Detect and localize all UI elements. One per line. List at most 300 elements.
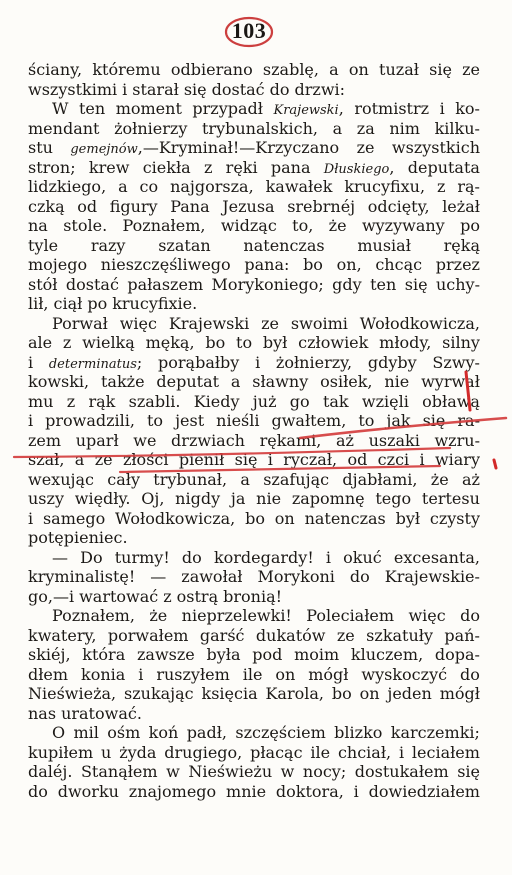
word: pana: — [244, 255, 290, 274]
word: ale — [28, 333, 53, 352]
word: deputat — [156, 372, 220, 391]
word: cały — [107, 469, 140, 489]
text-line — [28, 372, 480, 392]
word: i — [325, 547, 332, 567]
word: jeden — [387, 684, 432, 703]
word: ten — [370, 274, 397, 294]
word: że — [430, 469, 449, 489]
word: porąbałby — [158, 352, 240, 372]
word: a — [329, 60, 339, 79]
word: trybunał, — [153, 469, 228, 489]
word: Poznałem, — [122, 216, 206, 235]
word: djabłami, — [342, 469, 418, 489]
word: stu — [28, 138, 53, 157]
word: Pana — [170, 196, 210, 216]
word: tego — [375, 489, 412, 508]
word: szafując — [263, 469, 330, 489]
word: on — [359, 684, 380, 703]
word: deputata — [407, 157, 480, 177]
word: Nieświeża, — [28, 684, 117, 703]
word: na — [28, 216, 48, 235]
word: uratować. — [61, 703, 142, 723]
word: sławny — [252, 372, 309, 391]
text-line — [28, 450, 480, 470]
word: rękami, — [259, 430, 322, 450]
word: kawałek — [265, 177, 333, 196]
word: trybunalskich, — [201, 118, 318, 138]
word: wyzywany — [361, 216, 445, 235]
word: on — [274, 508, 295, 528]
word: starał — [132, 79, 179, 99]
word: natenczas — [304, 508, 386, 528]
word: już — [252, 391, 277, 411]
word: szabli. — [128, 391, 181, 411]
word: wiary — [434, 450, 480, 469]
word: ciął — [53, 294, 83, 313]
word: co — [139, 177, 159, 196]
text-line — [28, 314, 480, 334]
word: ręką — [443, 235, 480, 255]
word: mojego — [28, 255, 88, 274]
word: Morykoniego; — [211, 274, 324, 294]
word: Szwy- — [432, 352, 480, 372]
word: potępieniec. — [28, 528, 128, 547]
word: a — [230, 372, 241, 391]
word: za — [356, 118, 375, 138]
word: Nieświeżu — [188, 762, 273, 781]
word: odbierano — [170, 60, 253, 79]
word: W — [52, 99, 69, 118]
word: kilku- — [434, 118, 480, 138]
word: moim — [294, 645, 340, 664]
word: Oj, — [141, 489, 165, 508]
page-number: 103 — [231, 18, 267, 43]
word: razy — [90, 235, 126, 255]
word: kluczem, — [350, 645, 424, 664]
word: bo — [303, 255, 323, 274]
word: kordegardy! — [213, 547, 314, 567]
word: przypadł — [192, 99, 263, 118]
word: okuć — [343, 547, 382, 567]
word: ze — [336, 625, 355, 645]
word: ręki — [225, 157, 258, 177]
word: złości — [122, 450, 169, 469]
word: człowiek — [298, 333, 369, 352]
word: dostać — [211, 79, 265, 99]
word: stole. — [63, 216, 108, 235]
word: która — [82, 645, 126, 664]
word: O — [52, 723, 66, 742]
word: kupiłem — [28, 742, 94, 762]
word: lił, — [28, 294, 49, 313]
word: ryczał, — [283, 450, 338, 469]
word: także — [100, 372, 145, 391]
word: od — [347, 450, 368, 469]
word: ko- — [455, 99, 480, 118]
word: Jezusa — [222, 196, 275, 216]
word: i — [28, 411, 34, 430]
word: to — [236, 333, 253, 352]
text-line — [28, 587, 480, 607]
word: konia — [81, 664, 126, 684]
word: nie — [256, 489, 282, 508]
word: Do — [80, 547, 103, 567]
word: tertesu — [421, 489, 480, 508]
word: uszaki — [368, 430, 420, 450]
text-line — [28, 704, 480, 724]
word: koń — [148, 723, 179, 742]
word: a — [74, 450, 85, 469]
word: męką, — [145, 333, 195, 352]
word: wzięli — [361, 391, 409, 411]
word: leciałem — [411, 742, 480, 762]
word: ściany, — [28, 60, 83, 79]
word: a — [118, 177, 128, 196]
word: ile — [310, 742, 331, 762]
word: młody, — [379, 333, 432, 352]
word: prowadzili, — [45, 411, 135, 430]
word: tuzał — [379, 60, 419, 79]
word: że — [149, 606, 168, 625]
word: się — [422, 411, 446, 430]
word: obławą — [422, 391, 480, 411]
text-line — [28, 684, 480, 704]
word: chciał, — [337, 742, 392, 762]
word: — — [52, 547, 68, 567]
word: excesanta, — [393, 547, 480, 567]
text-line — [28, 489, 480, 509]
word: była — [206, 645, 241, 664]
word: mógł — [439, 684, 480, 703]
word: jak — [386, 411, 411, 430]
word: Dłuskiego, — [323, 157, 395, 177]
word: nieprzelewki! — [181, 606, 292, 625]
word: zawsze — [136, 645, 195, 664]
word: skiéj, — [28, 645, 71, 664]
word: ile — [242, 664, 263, 684]
page-body-text — [28, 60, 480, 801]
word: szablę, — [262, 60, 319, 79]
word: dostać — [65, 274, 119, 294]
word: wartować — [79, 586, 159, 606]
word: porwałem — [107, 625, 189, 645]
word: żołnierzy, — [275, 352, 353, 372]
word: moment — [115, 99, 182, 118]
text-line — [28, 333, 480, 353]
text-line — [28, 80, 480, 100]
word: Morykoni — [257, 567, 335, 586]
word: któremu — [92, 60, 161, 79]
word: płacąc — [250, 742, 303, 762]
word: ten — [78, 99, 106, 118]
word: garść — [199, 625, 245, 645]
text-line — [28, 99, 480, 119]
word: figury — [109, 196, 158, 216]
word: padł, — [186, 723, 227, 742]
word: drugiego, — [164, 742, 243, 762]
word: a — [240, 469, 250, 489]
word: to — [358, 411, 375, 430]
word: rą- — [457, 177, 480, 196]
word: dworku — [57, 781, 119, 801]
word: dopa- — [434, 645, 480, 664]
word: dostukałem — [354, 762, 449, 781]
word: bronią! — [223, 586, 283, 606]
word: szukając — [124, 684, 194, 703]
text-line — [28, 138, 480, 158]
text-line — [28, 645, 480, 665]
word: determinatus; — [48, 352, 143, 372]
word: bo — [331, 684, 352, 703]
word: i — [439, 99, 445, 118]
text-line — [28, 567, 480, 587]
word: go — [289, 391, 310, 411]
text-line — [28, 606, 480, 626]
word: silny — [442, 333, 480, 352]
word: bo — [205, 333, 226, 352]
text-line — [28, 294, 480, 314]
word: z — [62, 333, 72, 352]
word: czką — [28, 196, 65, 216]
word: w — [280, 762, 295, 781]
text-line — [28, 236, 480, 256]
word: widząc — [220, 216, 277, 235]
word: do — [349, 567, 370, 586]
word: z — [66, 391, 76, 411]
word: od — [77, 196, 98, 216]
word: jest — [175, 411, 205, 430]
word: nocy; — [302, 762, 347, 781]
word: pań- — [444, 625, 480, 645]
word: Wołodkowicza, — [359, 313, 480, 333]
word: natenczas — [243, 235, 325, 255]
word: rotmistrz — [354, 99, 430, 118]
word: lidzkiego, — [28, 177, 107, 196]
word: był — [395, 508, 421, 528]
word: więdły. — [74, 489, 131, 508]
word: on — [348, 60, 369, 79]
word: ze — [94, 450, 113, 469]
word: rąk — [88, 391, 116, 411]
word: stół — [28, 274, 58, 294]
word: do — [460, 664, 480, 684]
word: zawołał — [181, 567, 243, 586]
word: kowski, — [28, 372, 90, 391]
text-line — [28, 60, 480, 80]
word: pana — [270, 157, 311, 177]
word: ze — [462, 60, 480, 79]
word: ra- — [457, 411, 480, 430]
word: mógł — [308, 664, 349, 684]
word: aż — [335, 430, 354, 450]
word: żyda — [119, 742, 157, 762]
word: mil — [73, 723, 99, 742]
word: żołnierzy — [114, 118, 188, 138]
word: że — [328, 216, 347, 235]
word: ruszyłem — [156, 664, 230, 684]
dot-mark — [494, 460, 496, 468]
text-line — [28, 528, 480, 548]
word: uszy — [28, 489, 64, 508]
word: ze — [356, 138, 375, 157]
text-line — [28, 548, 480, 568]
word: kryminalistę! — [28, 567, 136, 586]
word: odcięty, — [367, 196, 430, 216]
word: uparł — [75, 430, 119, 450]
word: księcia — [201, 684, 258, 703]
word: Poleciałem — [306, 606, 395, 625]
word: nie — [384, 372, 410, 391]
word: się — [183, 79, 207, 99]
word: szczęściem — [235, 723, 326, 742]
word: się — [234, 450, 258, 469]
text-line — [28, 509, 480, 529]
word: z — [163, 586, 172, 606]
word: Stanąłem — [80, 762, 158, 781]
word: ośm — [107, 723, 141, 742]
page-number-area — [222, 14, 276, 48]
word: dłem — [28, 664, 69, 684]
word: daléj. — [28, 762, 73, 781]
word: gdy — [332, 274, 362, 294]
word: turmy! — [114, 547, 170, 567]
word: szatan — [158, 235, 211, 255]
word: wyskoczyć — [361, 664, 448, 684]
word: wyrwał — [421, 372, 480, 391]
word: nieśli — [216, 411, 260, 430]
word: ciekła — [142, 157, 191, 177]
word: aż — [461, 469, 480, 489]
word: dukatów — [255, 625, 326, 645]
word: stron; — [28, 157, 76, 177]
word: nas — [28, 703, 57, 723]
word: czysty — [429, 508, 480, 528]
word: ja — [230, 489, 246, 508]
word: to — [147, 411, 164, 430]
word: Krajewski, — [273, 99, 344, 118]
word: tyle — [28, 235, 59, 255]
word: nigdy — [175, 489, 221, 508]
word: mu — [28, 391, 54, 411]
word: krucyfixu, — [344, 177, 426, 196]
text-line — [28, 665, 480, 685]
word: i — [138, 664, 144, 684]
word: drzwi: — [294, 79, 346, 99]
word: i — [28, 352, 34, 372]
word: Krajewskie- — [384, 567, 480, 586]
word: doktora, — [275, 781, 344, 801]
word: Porwał — [52, 313, 108, 333]
word: gemejnów,—Kryminał!—Krzyczano — [70, 138, 340, 157]
word: i — [419, 450, 425, 469]
word: go,—i — [28, 586, 75, 606]
word: zapomnę — [291, 489, 365, 508]
text-line — [28, 353, 480, 373]
word: pod — [252, 645, 283, 664]
word: nieszczęśliwego — [100, 255, 231, 274]
text-line — [28, 762, 480, 782]
word: krucyfixie. — [112, 294, 198, 313]
text-line — [28, 626, 480, 646]
word: kwatery, — [28, 625, 97, 645]
word: był — [262, 333, 288, 352]
word: wszystkich — [391, 138, 480, 157]
word: Wołodkowicza, — [115, 508, 236, 528]
word: karczemki; — [390, 723, 480, 742]
text-line — [28, 216, 480, 236]
word: się — [404, 274, 428, 294]
word: do — [460, 606, 480, 625]
word: więc — [408, 606, 446, 625]
word: dowiedziałem — [368, 781, 480, 801]
word: drzwiach — [171, 430, 245, 450]
text-line — [28, 392, 480, 412]
text-line — [28, 723, 480, 743]
word: wielką — [82, 333, 135, 352]
word: nim — [389, 118, 420, 138]
word: swoimi — [290, 313, 348, 333]
word: szał, — [28, 450, 65, 469]
word: gdyby — [367, 352, 417, 372]
text-line — [28, 470, 480, 490]
word: wszystkimi — [28, 79, 118, 99]
text-line — [28, 431, 480, 451]
word: gwałtem, — [271, 411, 347, 430]
word: więc — [119, 313, 157, 333]
word: musiał — [357, 235, 411, 255]
text-line — [28, 743, 480, 763]
text-line — [28, 197, 480, 217]
word: chcąc — [375, 255, 423, 274]
word: wzru- — [434, 430, 480, 450]
text-line — [28, 119, 480, 139]
word: i — [353, 781, 359, 801]
word: Karola, — [265, 684, 324, 703]
text-line — [28, 275, 480, 295]
word: tak — [322, 391, 349, 411]
word: w — [166, 762, 180, 781]
text-line — [28, 177, 480, 197]
word: ostrą — [176, 586, 219, 606]
word: i — [122, 79, 128, 99]
word: bo — [245, 508, 265, 528]
word: osiłek, — [320, 372, 373, 391]
word: do — [269, 79, 290, 99]
text-line — [28, 255, 480, 275]
word: u — [101, 742, 112, 762]
word: blizko — [334, 723, 383, 742]
word: krew — [88, 157, 130, 177]
word: zem — [28, 430, 62, 450]
word: znajomego — [128, 781, 217, 801]
word: leżał — [442, 196, 480, 216]
word: i — [255, 352, 261, 372]
word: i — [267, 450, 273, 469]
word: z — [436, 177, 446, 196]
word: we — [133, 430, 157, 450]
word: czci — [377, 450, 410, 469]
word: się — [457, 762, 480, 781]
word: srebrnéj — [287, 196, 356, 216]
word: do — [28, 781, 48, 801]
word: mnie — [226, 781, 267, 801]
word: ze — [261, 313, 279, 333]
word: — — [150, 567, 167, 586]
word: Kiedy — [193, 391, 240, 411]
word: przez — [435, 255, 480, 274]
word: i — [398, 742, 405, 762]
word: szkatuły — [366, 625, 434, 645]
